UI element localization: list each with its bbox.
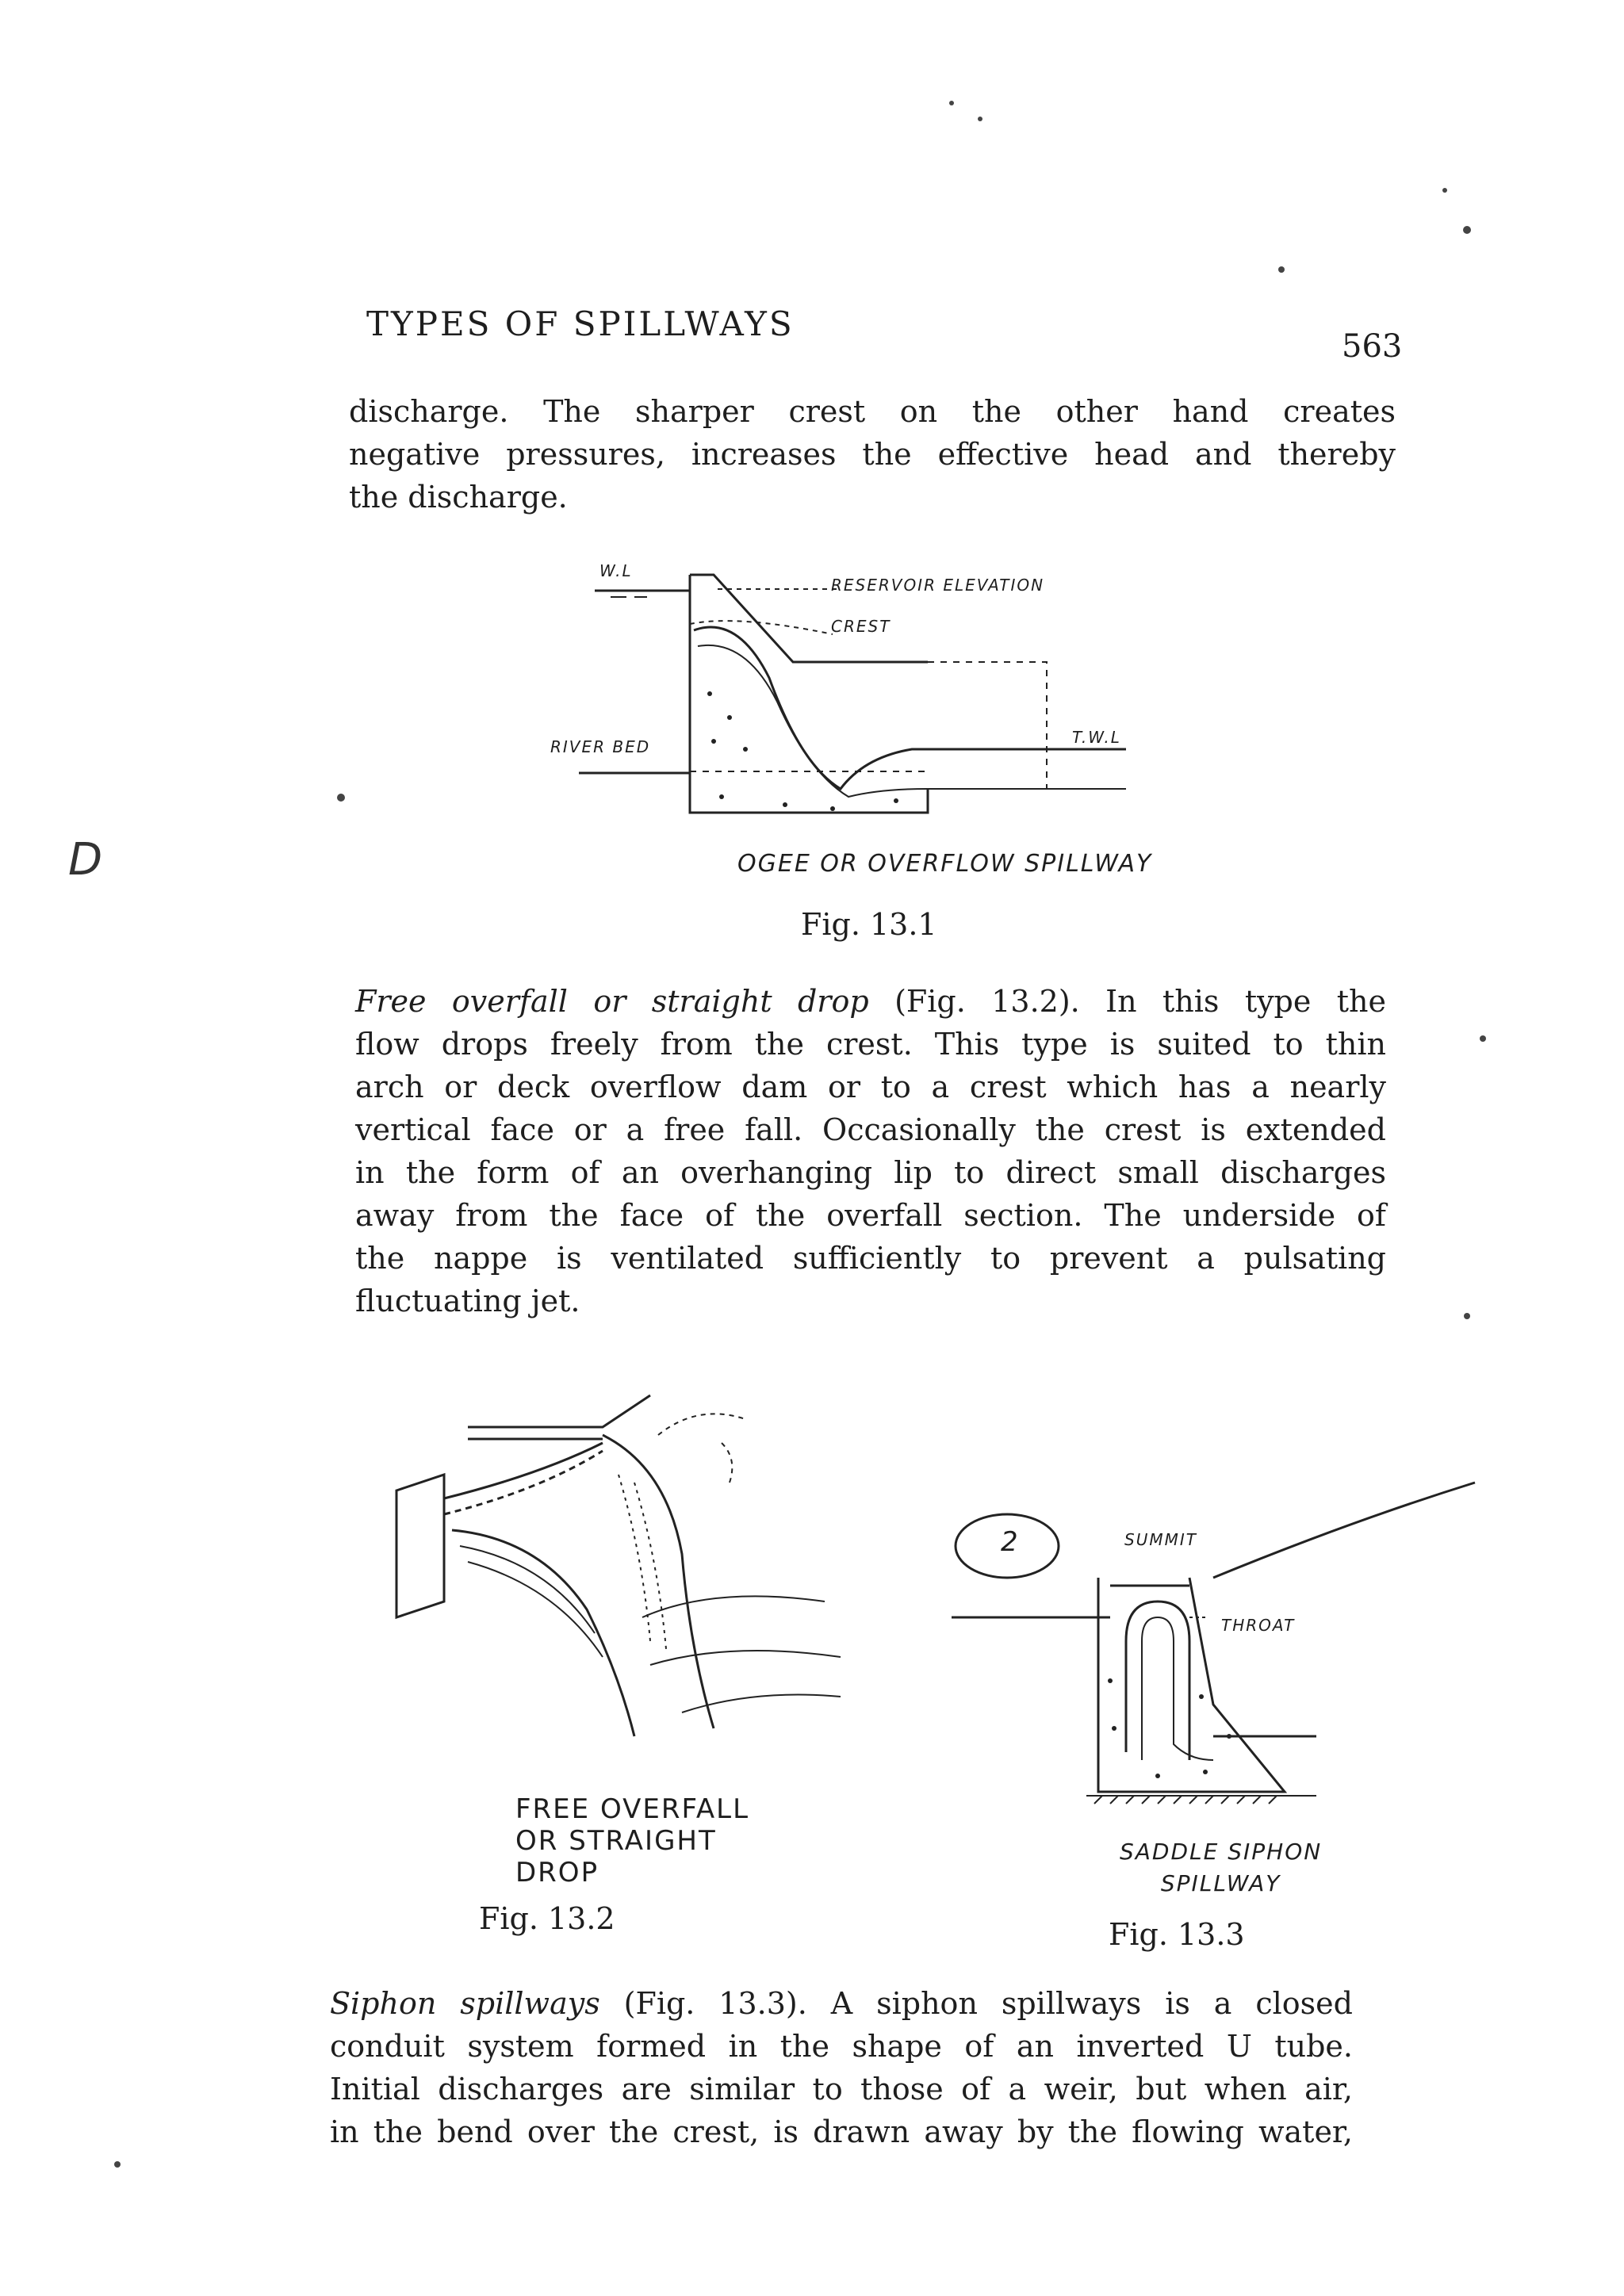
circle-note-number: 2 bbox=[1001, 1526, 1020, 1558]
text-line: vertical face or a free fall. Occasionally the crest is extended bbox=[355, 1112, 1386, 1147]
text-line: flow drops freely from the crest. This type is suited to thin bbox=[355, 1027, 1386, 1062]
label-throat: THROAT bbox=[1221, 1616, 1296, 1635]
text-line: fluctuating jet. bbox=[355, 1284, 580, 1318]
figure2-caption: Fig. 13.2 bbox=[479, 1901, 615, 1936]
text-line: (Fig. 13.3). A siphon spillways is a closed bbox=[599, 1986, 1353, 2021]
text-line: Initial discharges are similar to those of a weir, but when air, bbox=[330, 2072, 1353, 2107]
text-line: in the bend over the crest, is drawn away by the flowing water, bbox=[330, 2114, 1353, 2149]
text-line: discharge. The sharper crest on the other hand creates bbox=[349, 394, 1396, 429]
term-siphon-spillways: Siphon spillways bbox=[330, 1986, 600, 2021]
label-wl: W.L bbox=[599, 561, 633, 580]
page-number: 563 bbox=[1342, 328, 1403, 365]
running-header-title: TYPES OF SPILLWAYS bbox=[366, 304, 795, 343]
text-line: negative pressures, increases the effective head and thereby bbox=[349, 437, 1396, 472]
text-line: away from the face of the overfall section. The underside of bbox=[355, 1198, 1386, 1233]
figure3-caption: Fig. 13.3 bbox=[1109, 1917, 1245, 1952]
figure1-title: OGEE OR OVERFLOW SPILLWAY bbox=[737, 850, 1153, 878]
text-line: conduit system formed in the shape of an inverted U tube. bbox=[330, 2029, 1353, 2064]
figure2-title-line: FREE OVERFALL bbox=[515, 1793, 750, 1825]
label-crest: CREST bbox=[831, 617, 891, 636]
term-free-overfall: Free overfall or straight drop bbox=[355, 984, 869, 1019]
text-line: the discharge. bbox=[349, 480, 568, 515]
text-line: arch or deck overflow dam or to a crest which has a nearly bbox=[355, 1070, 1386, 1104]
label-reservoir-elevation: RESERVOIR ELEVATION bbox=[831, 576, 1045, 595]
text-line: in the form of an overhanging lip to direct small discharges bbox=[355, 1155, 1386, 1190]
label-twl: T.W.L bbox=[1072, 728, 1121, 747]
figure3-title-line: SPILLWAY bbox=[1160, 1870, 1281, 1896]
text-line: the nappe is ventilated sufficiently to prevent a pulsating bbox=[355, 1241, 1386, 1276]
text-line: (Fig. 13.2). In this type the bbox=[868, 984, 1387, 1019]
label-summit: SUMMIT bbox=[1124, 1530, 1197, 1549]
label-river-bed: RIVER BED bbox=[550, 737, 651, 756]
figure3-title-line: SADDLE SIPHON bbox=[1120, 1839, 1323, 1865]
figure2-title-line: OR STRAIGHT bbox=[515, 1825, 717, 1857]
margin-letter: D bbox=[68, 834, 105, 886]
figure2-title-line: DROP bbox=[515, 1857, 599, 1888]
figure1-caption: Fig. 13.1 bbox=[801, 907, 937, 942]
